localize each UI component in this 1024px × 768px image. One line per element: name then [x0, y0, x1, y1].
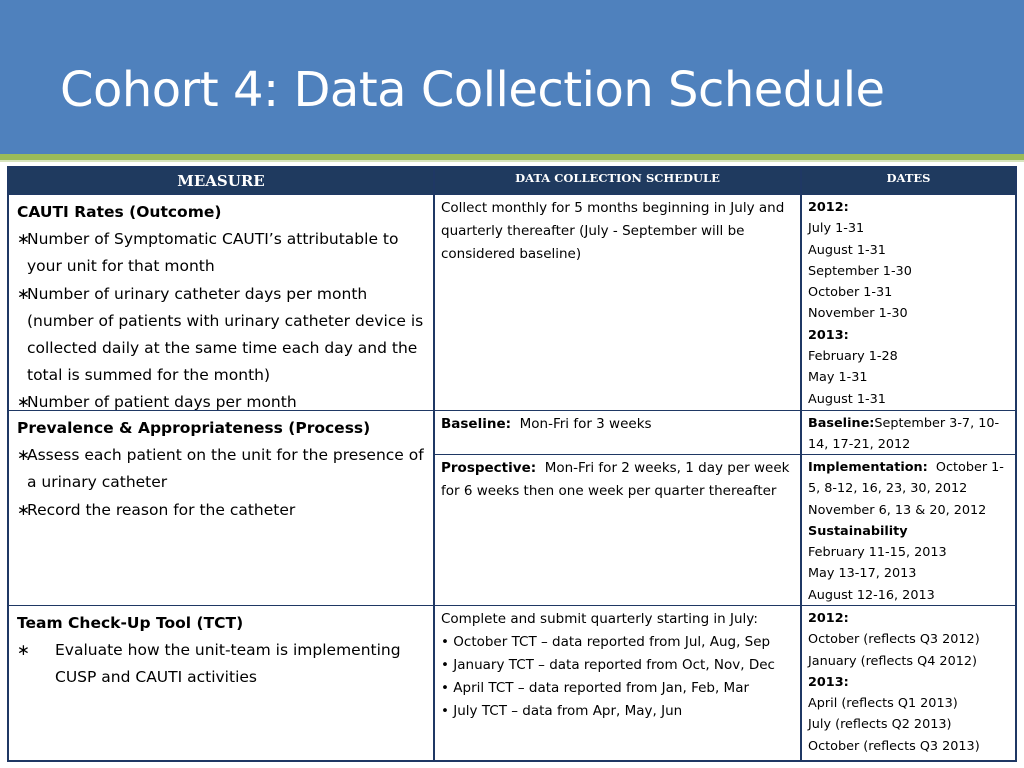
cauti-schedule-cell: [435, 195, 800, 410]
date-item: February 1-28: [808, 349, 898, 365]
prospective-schedule-cell: [435, 455, 800, 605]
prevalence-title: Prevalence & Appropriateness (Process): [17, 419, 371, 437]
baseline-label: Baseline:: [441, 416, 512, 432]
baseline-text: Mon-Fri for 3 weeks: [519, 416, 652, 432]
tct-schedule-cell: [435, 606, 800, 760]
title-bar: [0, 0, 1024, 154]
tct-schedule-intro: Complete and submit quarterly starting in July:: [441, 611, 758, 627]
header-schedule: DATA COLLECTION SCHEDULE: [435, 168, 800, 194]
list-item: ∗ Record the reason for the catheter: [17, 497, 427, 524]
date-item: February 11-15, 2013: [808, 545, 947, 561]
list-item: ∗ Number of urinary catheter days per month (number of patients with urinary catheter device is collected daily at the same time each day and the total is summed for the month): [17, 281, 427, 390]
list-item: • October TCT – data reported from Jul, Aug, Sep: [441, 634, 771, 650]
sustainability-label: Sustainability: [808, 523, 908, 539]
tct-title: Team Check-Up Tool (TCT): [17, 614, 244, 632]
date-item: November 1-30: [808, 306, 908, 322]
date-item: October 1-31: [808, 285, 893, 301]
baseline-schedule-cell: [435, 411, 800, 454]
cauti-schedule-text: Collect monthly for 5 months beginning in July and quarterly thereafter (July - September will be considered baseline): [441, 200, 785, 262]
list-item: ∗ Number of Symptomatic CAUTI’s attributable to your unit for that month: [17, 226, 427, 280]
year-label: 2012:: [808, 200, 849, 215]
list-item: ∗ Evaluate how the unit-team is implementing CUSP and CAUTI activities: [17, 637, 427, 691]
accent-stripe-light: [0, 160, 1024, 162]
cauti-dates-cell: [802, 195, 1015, 410]
list-item: ∗ Assess each patient on the unit for the presence of a urinary catheter: [17, 442, 427, 496]
prospective-text: Mon-Fri for 2 weeks, 1 day per week for 6 weeks then one week per quarter thereafter: [441, 460, 790, 499]
baseline-dates-text: September 3-7, 10-14, 17-21, 2012: [808, 416, 1000, 453]
bullet-icon: ∗: [17, 393, 30, 410]
prevalence-measure-cell: [9, 411, 433, 605]
date-item: January (reflects Q4 2012): [808, 653, 977, 669]
year-label: 2013:: [808, 327, 849, 343]
cauti-measure-cell: [9, 195, 433, 410]
bullet-icon: ∗: [17, 500, 30, 519]
date-item: April (reflects Q1 2013): [808, 696, 958, 712]
date-item: August 1-31: [808, 242, 886, 258]
bullet-icon: ∗: [17, 446, 30, 465]
prospective-dates-cell: [802, 455, 1015, 605]
date-item: July 1-31: [808, 221, 865, 237]
baseline-dates-label: Baseline:: [808, 416, 875, 431]
slide-title: Cohort 4: Data Collection Schedule: [60, 62, 885, 118]
header-dates: DATES: [802, 168, 1015, 194]
date-item: October (reflects Q3 2012): [808, 632, 980, 648]
date-item: May 1-31: [808, 370, 868, 386]
header-measure: MEASURE: [9, 168, 433, 194]
bullet-icon: ∗: [17, 230, 30, 249]
date-item: October (reflects Q3 2013): [808, 738, 980, 754]
date-item: September 1-30: [808, 263, 912, 279]
schedule-table: [7, 166, 1017, 762]
list-item: • January TCT – data reported from Oct, Nov, Dec: [441, 657, 775, 673]
baseline-dates-cell: [802, 411, 1015, 454]
bullet-icon: ∗: [17, 641, 30, 660]
list-item: ∗ Number of patient days per month: [17, 389, 427, 410]
year-label: 2013:: [808, 674, 849, 690]
date-item: August 1-31: [808, 391, 886, 407]
date-item: November 6, 13 & 20, 2012: [808, 502, 987, 518]
date-item: August 12-16, 2013: [808, 587, 935, 603]
tct-measure-cell: [9, 606, 433, 760]
list-item: • April TCT – data reported from Jan, Feb, Mar: [441, 680, 750, 696]
implementation-text: October 1-5, 8-12, 16, 23, 30, 2012: [808, 460, 1004, 497]
tct-dates-cell: [802, 606, 1015, 760]
date-item: July (reflects Q2 2013): [808, 717, 952, 733]
cauti-title: CAUTI Rates (Outcome): [17, 203, 222, 221]
list-item: • July TCT – data from Apr, May, Jun: [441, 703, 683, 719]
date-item: May 13-17, 2013: [808, 566, 917, 582]
implementation-label: Implementation:: [808, 460, 928, 475]
bullet-icon: ∗: [17, 284, 30, 303]
year-label: 2012:: [808, 611, 849, 626]
prospective-label: Prospective:: [441, 460, 537, 476]
